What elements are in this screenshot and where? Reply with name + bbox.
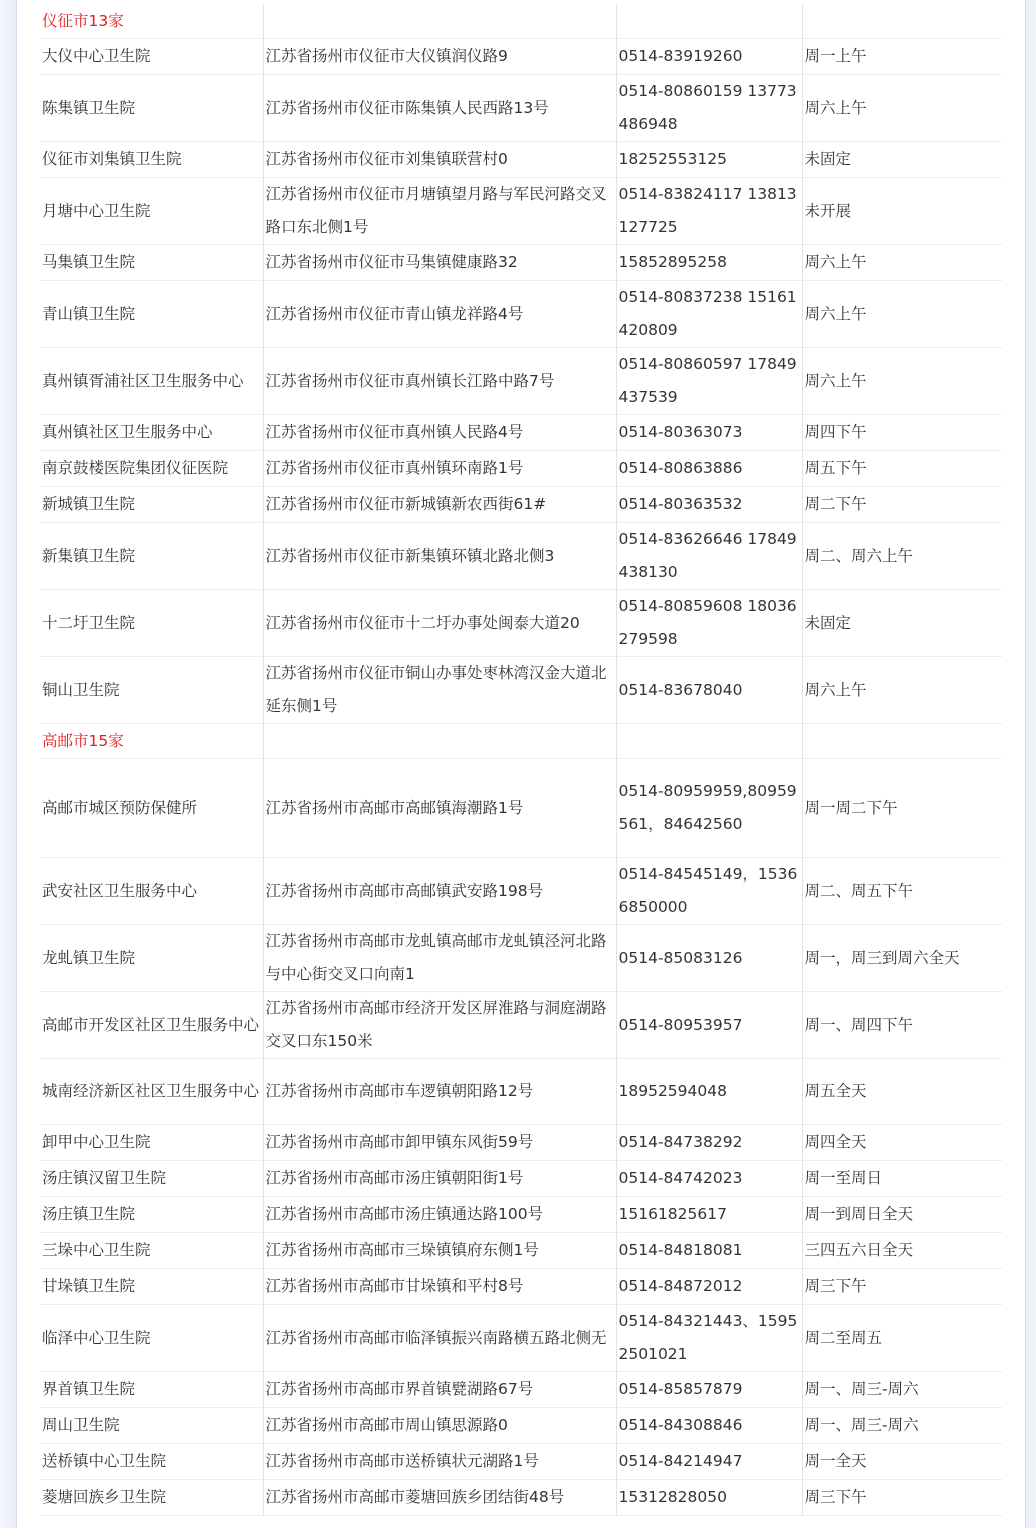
table-row [40, 1269, 1002, 1305]
clinic-time: 周六上午 [802, 245, 1002, 281]
clinic-address: 江苏省扬州市高邮市送桥镇状元湖路1号 [263, 1444, 616, 1480]
clinic-time: 周一全天 [802, 1444, 1002, 1480]
clinic-time: 周六上午 [802, 657, 1002, 724]
section-header-row [40, 4, 1002, 39]
clinic-address: 江苏省扬州市仪征市真州镇环南路1号 [263, 451, 616, 487]
clinic-phone: 0514-80860597 17849437539 [616, 348, 802, 415]
clinic-name: 十二圩卫生院 [40, 590, 263, 657]
table-row [40, 1233, 1002, 1269]
table-row [40, 348, 1002, 415]
clinic-address: 江苏省扬州市仪征市马集镇健康路32 [263, 245, 616, 281]
table-row [40, 1408, 1002, 1444]
clinic-time: 未固定 [802, 142, 1002, 178]
clinic-phone: 0514-84818081 [616, 1233, 802, 1269]
clinic-table-container [40, 4, 1002, 1516]
clinic-name: 马集镇卫生院 [40, 245, 263, 281]
clinic-time: 周五下午 [802, 451, 1002, 487]
clinic-phone: 0514-85857879 [616, 1372, 802, 1408]
clinic-time: 周一、周三-周六 [802, 1372, 1002, 1408]
table-row [40, 178, 1002, 245]
section-empty-cell [263, 724, 616, 759]
clinic-address: 江苏省扬州市高邮市三垛镇镇府东侧1号 [263, 1233, 616, 1269]
clinic-name: 月塘中心卫生院 [40, 178, 263, 245]
table-row [40, 1444, 1002, 1480]
clinic-name: 高邮市开发区社区卫生服务中心 [40, 992, 263, 1059]
section-header-row [40, 724, 1002, 759]
clinic-phone: 0514-83824117 13813127725 [616, 178, 802, 245]
table-row [40, 1197, 1002, 1233]
clinic-name: 界首镇卫生院 [40, 1372, 263, 1408]
table-row [40, 1480, 1002, 1516]
clinic-phone: 0514-84545149，15366850000 [616, 858, 802, 925]
clinic-name: 新集镇卫生院 [40, 523, 263, 590]
clinic-name: 铜山卫生院 [40, 657, 263, 724]
clinic-address: 江苏省扬州市仪征市青山镇龙祥路4号 [263, 281, 616, 348]
clinic-phone: 0514-80863886 [616, 451, 802, 487]
clinic-time: 三四五六日全天 [802, 1233, 1002, 1269]
clinic-name: 大仪中心卫生院 [40, 39, 263, 75]
section-empty-cell [616, 4, 802, 39]
clinic-name: 城南经济新区社区卫生服务中心 [40, 1059, 263, 1125]
clinic-time: 周一，周三到周六全天 [802, 925, 1002, 992]
clinic-name: 甘垛镇卫生院 [40, 1269, 263, 1305]
clinic-phone: 15312828050 [616, 1480, 802, 1516]
clinic-name: 送桥镇中心卫生院 [40, 1444, 263, 1480]
clinic-address: 江苏省扬州市仪征市大仪镇润仪路9 [263, 39, 616, 75]
table-row [40, 925, 1002, 992]
clinic-name: 汤庄镇卫生院 [40, 1197, 263, 1233]
table-row [40, 1372, 1002, 1408]
clinic-address: 江苏省扬州市仪征市月塘镇望月路与军民河路交叉路口东北侧1号 [263, 178, 616, 245]
clinic-name: 汤庄镇汉留卫生院 [40, 1161, 263, 1197]
table-row [40, 142, 1002, 178]
clinic-address: 江苏省扬州市高邮市车逻镇朝阳路12号 [263, 1059, 616, 1125]
table-row [40, 992, 1002, 1059]
clinic-time: 未固定 [802, 590, 1002, 657]
clinic-time: 周一上午 [802, 39, 1002, 75]
clinic-time: 周一到周日全天 [802, 1197, 1002, 1233]
clinic-address: 江苏省扬州市仪征市真州镇人民路4号 [263, 415, 616, 451]
clinic-phone: 0514-80859608 18036279598 [616, 590, 802, 657]
clinic-phone: 0514-83626646 17849438130 [616, 523, 802, 590]
table-row [40, 245, 1002, 281]
clinic-name: 龙虬镇卫生院 [40, 925, 263, 992]
clinic-time: 周二下午 [802, 487, 1002, 523]
clinic-time: 周二至周五 [802, 1305, 1002, 1372]
clinic-time: 周二、周五下午 [802, 858, 1002, 925]
clinic-phone: 0514-80959959,80959561，84642560 [616, 759, 802, 858]
clinic-address: 江苏省扬州市仪征市十二圩办事处闽泰大道20 [263, 590, 616, 657]
clinic-address: 江苏省扬州市高邮市汤庄镇通达路100号 [263, 1197, 616, 1233]
clinic-phone: 0514-84321443、15952501021 [616, 1305, 802, 1372]
clinic-address: 江苏省扬州市仪征市铜山办事处枣林湾汉金大道北延东侧1号 [263, 657, 616, 724]
clinic-time: 周三下午 [802, 1480, 1002, 1516]
clinic-phone: 0514-84308846 [616, 1408, 802, 1444]
clinic-time: 周一、周四下午 [802, 992, 1002, 1059]
clinic-address: 江苏省扬州市高邮市经济开发区屏淮路与洞庭湖路交叉口东150米 [263, 992, 616, 1059]
clinic-address: 江苏省扬州市仪征市刘集镇联营村0 [263, 142, 616, 178]
table-row [40, 39, 1002, 75]
clinic-phone: 18952594048 [616, 1059, 802, 1125]
clinic-name: 真州镇社区卫生服务中心 [40, 415, 263, 451]
clinic-name: 青山镇卫生院 [40, 281, 263, 348]
clinic-address: 江苏省扬州市高邮市菱塘回族乡团结街48号 [263, 1480, 616, 1516]
clinic-time: 周四全天 [802, 1125, 1002, 1161]
section-title: 仪征市13家 [40, 4, 263, 39]
clinic-phone: 0514-84738292 [616, 1125, 802, 1161]
table-row [40, 451, 1002, 487]
clinic-phone: 0514-80953957 [616, 992, 802, 1059]
clinic-name: 陈集镇卫生院 [40, 75, 263, 142]
clinic-name: 南京鼓楼医院集团仪征医院 [40, 451, 263, 487]
clinic-name: 周山卫生院 [40, 1408, 263, 1444]
clinic-time: 周六上午 [802, 348, 1002, 415]
clinic-address: 江苏省扬州市高邮市汤庄镇朝阳街1号 [263, 1161, 616, 1197]
table-row [40, 415, 1002, 451]
clinic-address: 江苏省扬州市高邮市高邮镇武安路198号 [263, 858, 616, 925]
clinic-time: 周六上午 [802, 75, 1002, 142]
table-row [40, 858, 1002, 925]
clinic-phone: 18252553125 [616, 142, 802, 178]
clinic-name: 菱塘回族乡卫生院 [40, 1480, 263, 1516]
clinic-phone: 0514-80363073 [616, 415, 802, 451]
clinic-address: 江苏省扬州市高邮市周山镇思源路0 [263, 1408, 616, 1444]
table-row [40, 657, 1002, 724]
clinic-address: 江苏省扬州市高邮市卸甲镇东风街59号 [263, 1125, 616, 1161]
clinic-phone: 0514-84214947 [616, 1444, 802, 1480]
table-row [40, 1059, 1002, 1125]
clinic-name: 武安社区卫生服务中心 [40, 858, 263, 925]
table-row [40, 1161, 1002, 1197]
section-empty-cell [802, 4, 1002, 39]
clinic-time: 周一、周三-周六 [802, 1408, 1002, 1444]
clinic-address: 江苏省扬州市仪征市新集镇环镇北路北侧3 [263, 523, 616, 590]
table-row [40, 75, 1002, 142]
table-row [40, 1125, 1002, 1161]
clinic-time: 周一周二下午 [802, 759, 1002, 858]
clinic-time: 周二、周六上午 [802, 523, 1002, 590]
clinic-time: 周三下午 [802, 1269, 1002, 1305]
clinic-phone: 0514-83678040 [616, 657, 802, 724]
clinic-name: 仪征市刘集镇卫生院 [40, 142, 263, 178]
clinic-time: 周六上午 [802, 281, 1002, 348]
clinic-address: 江苏省扬州市仪征市真州镇长江路中路7号 [263, 348, 616, 415]
clinic-name: 卸甲中心卫生院 [40, 1125, 263, 1161]
clinic-address: 江苏省扬州市高邮市临泽镇振兴南路横五路北侧无 [263, 1305, 616, 1372]
clinic-phone: 15161825617 [616, 1197, 802, 1233]
clinic-phone: 0514-80860159 13773486948 [616, 75, 802, 142]
clinic-phone: 0514-83919260 [616, 39, 802, 75]
clinic-address: 江苏省扬州市高邮市龙虬镇高邮市龙虬镇泾河北路与中心街交叉口向南1 [263, 925, 616, 992]
clinic-name: 新城镇卫生院 [40, 487, 263, 523]
table-row [40, 487, 1002, 523]
table-row [40, 590, 1002, 657]
clinic-address: 江苏省扬州市高邮市甘垛镇和平村8号 [263, 1269, 616, 1305]
clinic-table [40, 4, 1002, 1516]
clinic-phone: 0514-84872012 [616, 1269, 802, 1305]
table-row [40, 281, 1002, 348]
clinic-address: 江苏省扬州市高邮市界首镇甓湖路67号 [263, 1372, 616, 1408]
clinic-address: 江苏省扬州市仪征市新城镇新农西街61# [263, 487, 616, 523]
table-row [40, 759, 1002, 858]
clinic-address: 江苏省扬州市高邮市高邮镇海潮路1号 [263, 759, 616, 858]
clinic-phone: 0514-85083126 [616, 925, 802, 992]
table-row [40, 523, 1002, 590]
clinic-name: 临泽中心卫生院 [40, 1305, 263, 1372]
clinic-name: 三垛中心卫生院 [40, 1233, 263, 1269]
clinic-phone: 0514-84742023 [616, 1161, 802, 1197]
clinic-time: 周一至周日 [802, 1161, 1002, 1197]
section-title: 高邮市15家 [40, 724, 263, 759]
table-row [40, 1305, 1002, 1372]
clinic-time: 未开展 [802, 178, 1002, 245]
section-empty-cell [802, 724, 1002, 759]
clinic-name: 高邮市城区预防保健所 [40, 759, 263, 858]
section-empty-cell [263, 4, 616, 39]
page-frame-left [0, 0, 17, 1528]
clinic-phone: 0514-80837238 15161420809 [616, 281, 802, 348]
clinic-time: 周四下午 [802, 415, 1002, 451]
section-empty-cell [616, 724, 802, 759]
page-frame-right [1025, 0, 1036, 1528]
clinic-address: 江苏省扬州市仪征市陈集镇人民西路13号 [263, 75, 616, 142]
clinic-name: 真州镇胥浦社区卫生服务中心 [40, 348, 263, 415]
clinic-time: 周五全天 [802, 1059, 1002, 1125]
clinic-phone: 15852895258 [616, 245, 802, 281]
clinic-phone: 0514-80363532 [616, 487, 802, 523]
